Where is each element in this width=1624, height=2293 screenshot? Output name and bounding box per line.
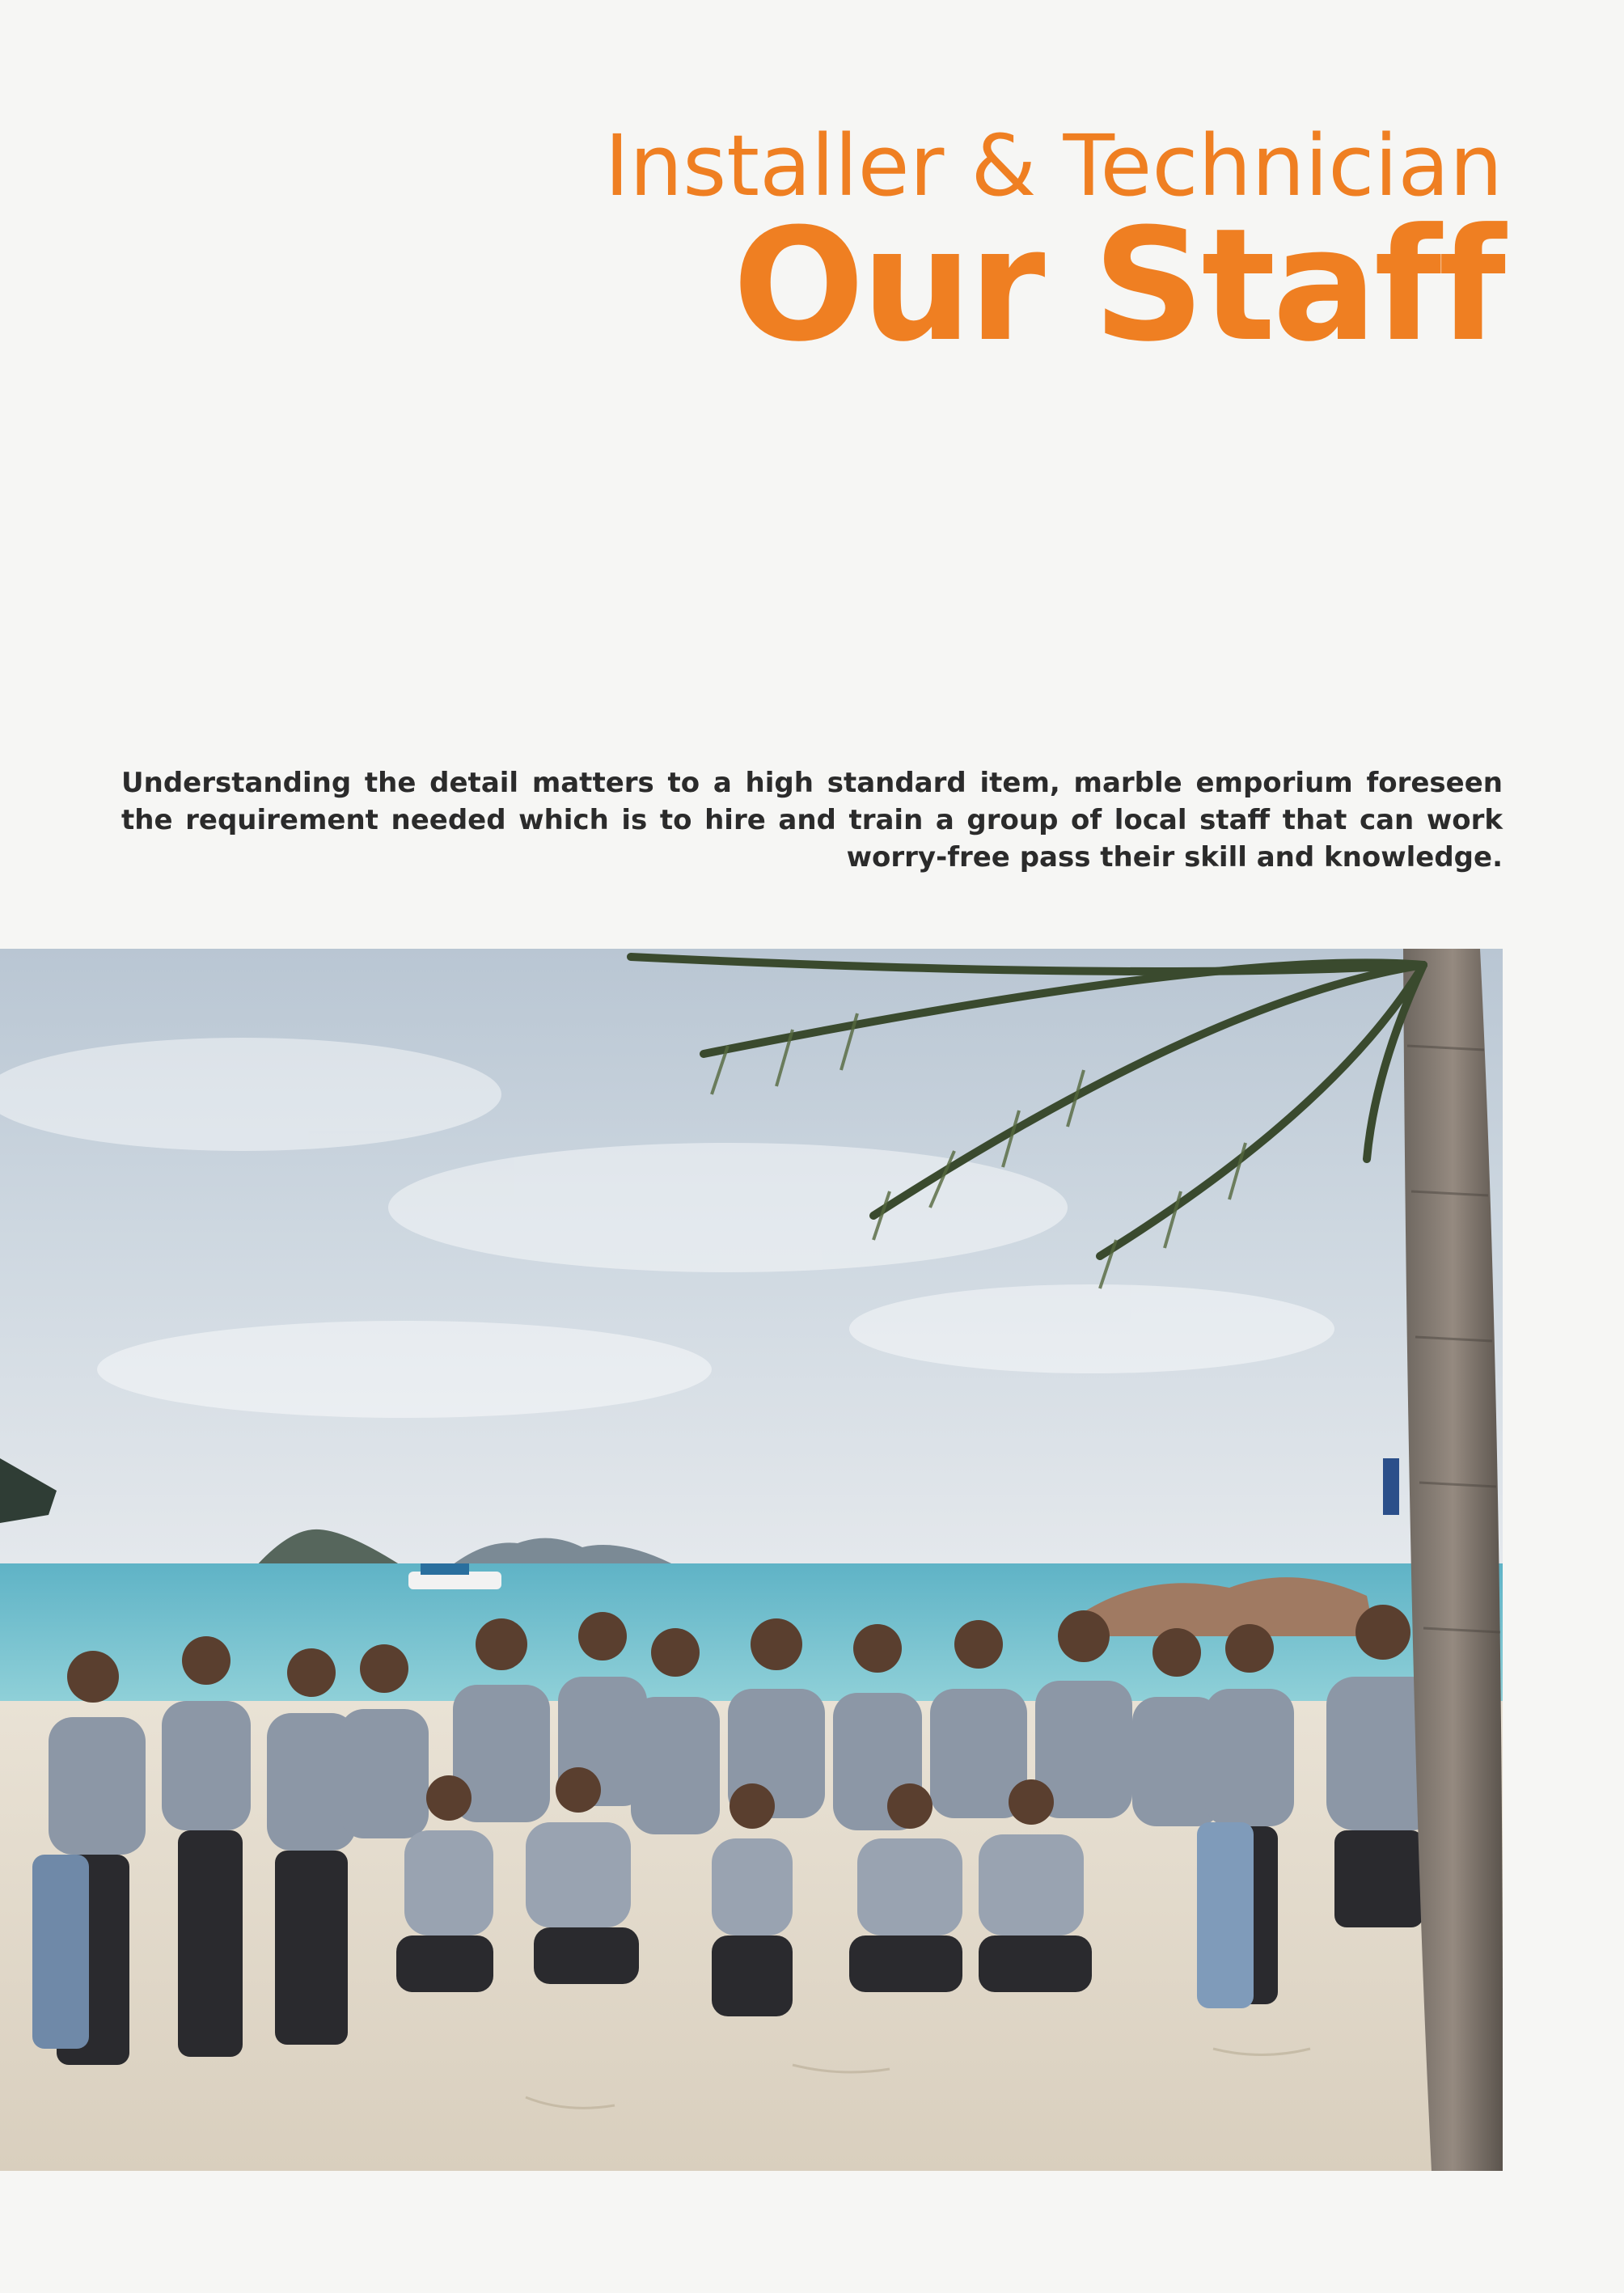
page-subtitle: Installer & Technician [604, 116, 1503, 215]
page-heading [290, 116, 1503, 376]
intro-paragraph: Understanding the detail matters to a high standard item, marble emporium foreseen the requirement needed which is to hire and train a group of local staff that can work worry-free pass their skill and knowledge. [121, 767, 1503, 874]
page-title: Our Staff [732, 196, 1503, 376]
team-group-photo [0, 949, 1503, 2171]
